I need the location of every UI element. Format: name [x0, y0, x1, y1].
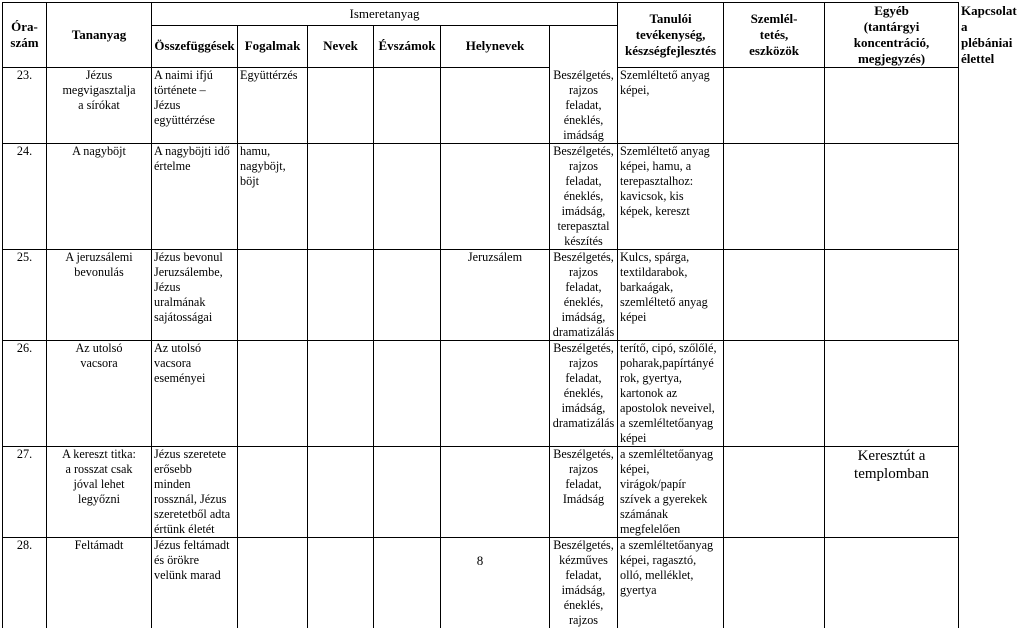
row-places [441, 340, 550, 446]
row-parish [825, 143, 959, 249]
row-concepts: Együttérzés [238, 68, 308, 144]
row-activity: Beszélgetés, kézműves feladat, imádság, éneklés, rajzos [550, 537, 618, 628]
row-names [308, 68, 374, 144]
row-number: 24. [3, 143, 47, 249]
row-other [724, 446, 825, 537]
header-topic: Tananyag [47, 3, 152, 68]
header-tools: Szemlél- tetés, eszközök [724, 3, 825, 68]
header-names: Nevek [308, 25, 374, 67]
row-topic: Feltámadt [47, 537, 152, 628]
row-parish [825, 537, 959, 628]
row-topic: A jeruzsálemi bevonulás [47, 249, 152, 340]
row-activity: Beszélgetés, rajzos feladat, Imádság [550, 446, 618, 537]
row-other [724, 249, 825, 340]
header-connections: Összefüggések [152, 25, 238, 67]
row-topic: Jézus megvigasztalja a sírókat [47, 68, 152, 144]
lesson-plan-table [2, 2, 1017, 628]
row-activity: Beszélgetés, rajzos feladat, éneklés, imádság, dramatizálás [550, 249, 618, 340]
row-years [374, 143, 441, 249]
row-number: 27. [3, 446, 47, 537]
header-other: Egyéb (tantárgyi koncentráció, megjegyzés) [825, 3, 959, 68]
table-header: Óra- szám Tananyag Ismeretanyag Tanulói tevékenység, készségfejlesztés Szemlél- tetés, eszközök Egyéb (tantárgyi koncentráció, megjegyzés) Kapcsolat a plébániai élettel Összefüggések Fogalmak Nevek Évszámok Helynevek [3, 3, 959, 68]
row-parish [825, 340, 959, 446]
row-other [724, 340, 825, 446]
row-other [724, 143, 825, 249]
row-tools: Szemléltető anyag képei, [618, 68, 724, 144]
row-years [374, 340, 441, 446]
row-connections: Jézus feltámadt és örökre velünk marad [152, 537, 238, 628]
row-topic: A kereszt titka: a rosszat csak jóval lehet legyőzni [47, 446, 152, 537]
row-number: 25. [3, 249, 47, 340]
row-number: 28. [3, 537, 47, 628]
row-number: 23. [3, 68, 47, 144]
row-tools: a szemléltetőanyag képei, virágok/papír szívek a gyerekek számának megfelelően [618, 446, 724, 537]
row-parish [825, 249, 959, 340]
row-places [441, 537, 550, 628]
row-places [441, 68, 550, 144]
table-row [3, 68, 959, 144]
row-concepts [238, 340, 308, 446]
header-concepts: Fogalmak [238, 25, 308, 67]
row-activity: Beszélgetés, rajzos feladat, éneklés, imádság [550, 68, 618, 144]
row-names [308, 340, 374, 446]
table-row [3, 143, 959, 249]
row-connections: Az utolsó vacsora eseményei [152, 340, 238, 446]
row-tools: Szemléltető anyag képei, hamu, a terepasztalhoz: kavicsok, kis képek, kereszt [618, 143, 724, 249]
row-tools: Kulcs, spárga, textildarabok, barkaágak, szemléltető anyag képei [618, 249, 724, 340]
table-row [3, 537, 959, 628]
row-connections: Jézus szeretete erősebb minden rossznál, Jézus szeretetből adta értünk életét [152, 446, 238, 537]
row-topic: A nagyböjt [47, 143, 152, 249]
row-tools: a szemléltetőanyag képei, ragasztó, olló, melléklet, gyertya [618, 537, 724, 628]
row-topic: Az utolsó vacsora [47, 340, 152, 446]
row-concepts [238, 537, 308, 628]
row-activity: Beszélgetés, rajzos feladat, éneklés, imádság, terepasztal készítés [550, 143, 618, 249]
row-names [308, 537, 374, 628]
row-parish [825, 68, 959, 144]
row-number: 26. [3, 340, 47, 446]
row-places [441, 143, 550, 249]
row-names [308, 249, 374, 340]
row-years [374, 68, 441, 144]
header-knowledge-group: Ismeretanyag [152, 3, 618, 26]
row-parish: Keresztút a templomban [825, 446, 959, 537]
page-number: 8 [476, 553, 484, 568]
row-years [374, 537, 441, 628]
header-activity: Tanulói tevékenység, készségfejlesztés [618, 3, 724, 68]
header-places: Helynevek [441, 25, 550, 67]
row-other [724, 68, 825, 144]
row-connections: Jézus bevonul Jeruzsálembe, Jézus uralmának sajátosságai [152, 249, 238, 340]
table-row [3, 446, 959, 537]
row-connections: A naimi ifjú története – Jézus együttérzése [152, 68, 238, 144]
row-concepts: hamu, nagyböjt, böjt [238, 143, 308, 249]
row-places [441, 446, 550, 537]
row-names [308, 446, 374, 537]
row-activity: Beszélgetés, rajzos feladat, éneklés, imádság, dramatizálás [550, 340, 618, 446]
row-years [374, 249, 441, 340]
row-concepts [238, 249, 308, 340]
header-row-number: Óra- szám [3, 3, 47, 68]
table-row [3, 340, 959, 446]
row-years [374, 446, 441, 537]
table-row [3, 249, 959, 340]
row-places: Jeruzsálem [441, 249, 550, 340]
row-other [724, 537, 825, 628]
header-years: Évszámok [374, 25, 441, 67]
row-tools: terítő, cipó, szőlőlé, poharak,papírtányé rok, gyertya, kartonok az apostolok neveivel, a szemléltetőanyag képei [618, 340, 724, 446]
row-connections: A nagyböjti idő értelme [152, 143, 238, 249]
row-concepts [238, 446, 308, 537]
row-names [308, 143, 374, 249]
